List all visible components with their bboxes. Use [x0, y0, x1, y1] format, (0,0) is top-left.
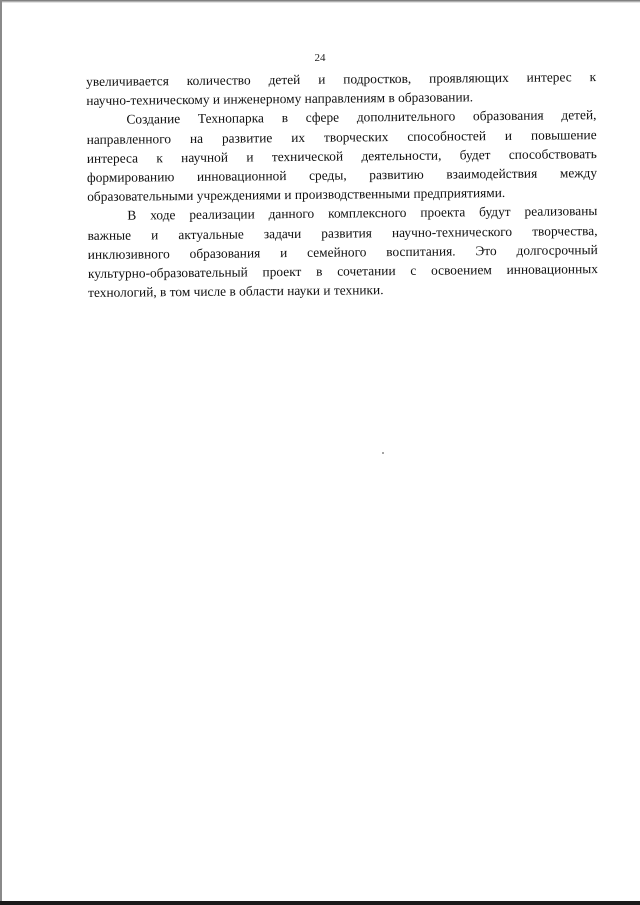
scan-speck [382, 452, 384, 454]
scan-top-edge [0, 0, 640, 3]
text-line: важные и актуальные задачи развития научно-технического творчества, [87, 222, 598, 243]
body-text [86, 67, 598, 302]
paragraph [86, 106, 597, 207]
paragraph [86, 67, 596, 110]
text-line: интереса к научной и технической деятельности, будет способствовать [86, 145, 597, 166]
text-line: научно-техническому и инженерному направлениям в образовании. [86, 89, 474, 109]
text-line: образовательными учреждениями и производственными предприятиями. [87, 185, 506, 205]
page-number: 24 [314, 52, 326, 64]
scan-left-edge [0, 0, 2, 905]
paragraph [87, 202, 598, 303]
scan-bottom-edge [0, 901, 640, 905]
text-line: культурно-образовательный проект в сочетании с освоением инновационных [87, 261, 598, 282]
text-line: технологий, в том числе в области науки и техники. [88, 282, 384, 301]
text-line: Создание Технопарка в сфере дополнительного образования детей, [126, 107, 597, 128]
text-line: увеличивается количество детей и подростков, проявляющих интерес к [86, 69, 597, 89]
text-line: направленного на развитие их творческих способностей и повышение [86, 126, 597, 147]
text-line: инклюзивного образования и семейного воспитания. Это долгосрочный [87, 241, 598, 262]
text-line: В ходе реализации данного комплексного проекта будут реализованы [127, 203, 598, 224]
text-line: формированию инновационной среды, развитию взаимодействия между [86, 165, 598, 186]
